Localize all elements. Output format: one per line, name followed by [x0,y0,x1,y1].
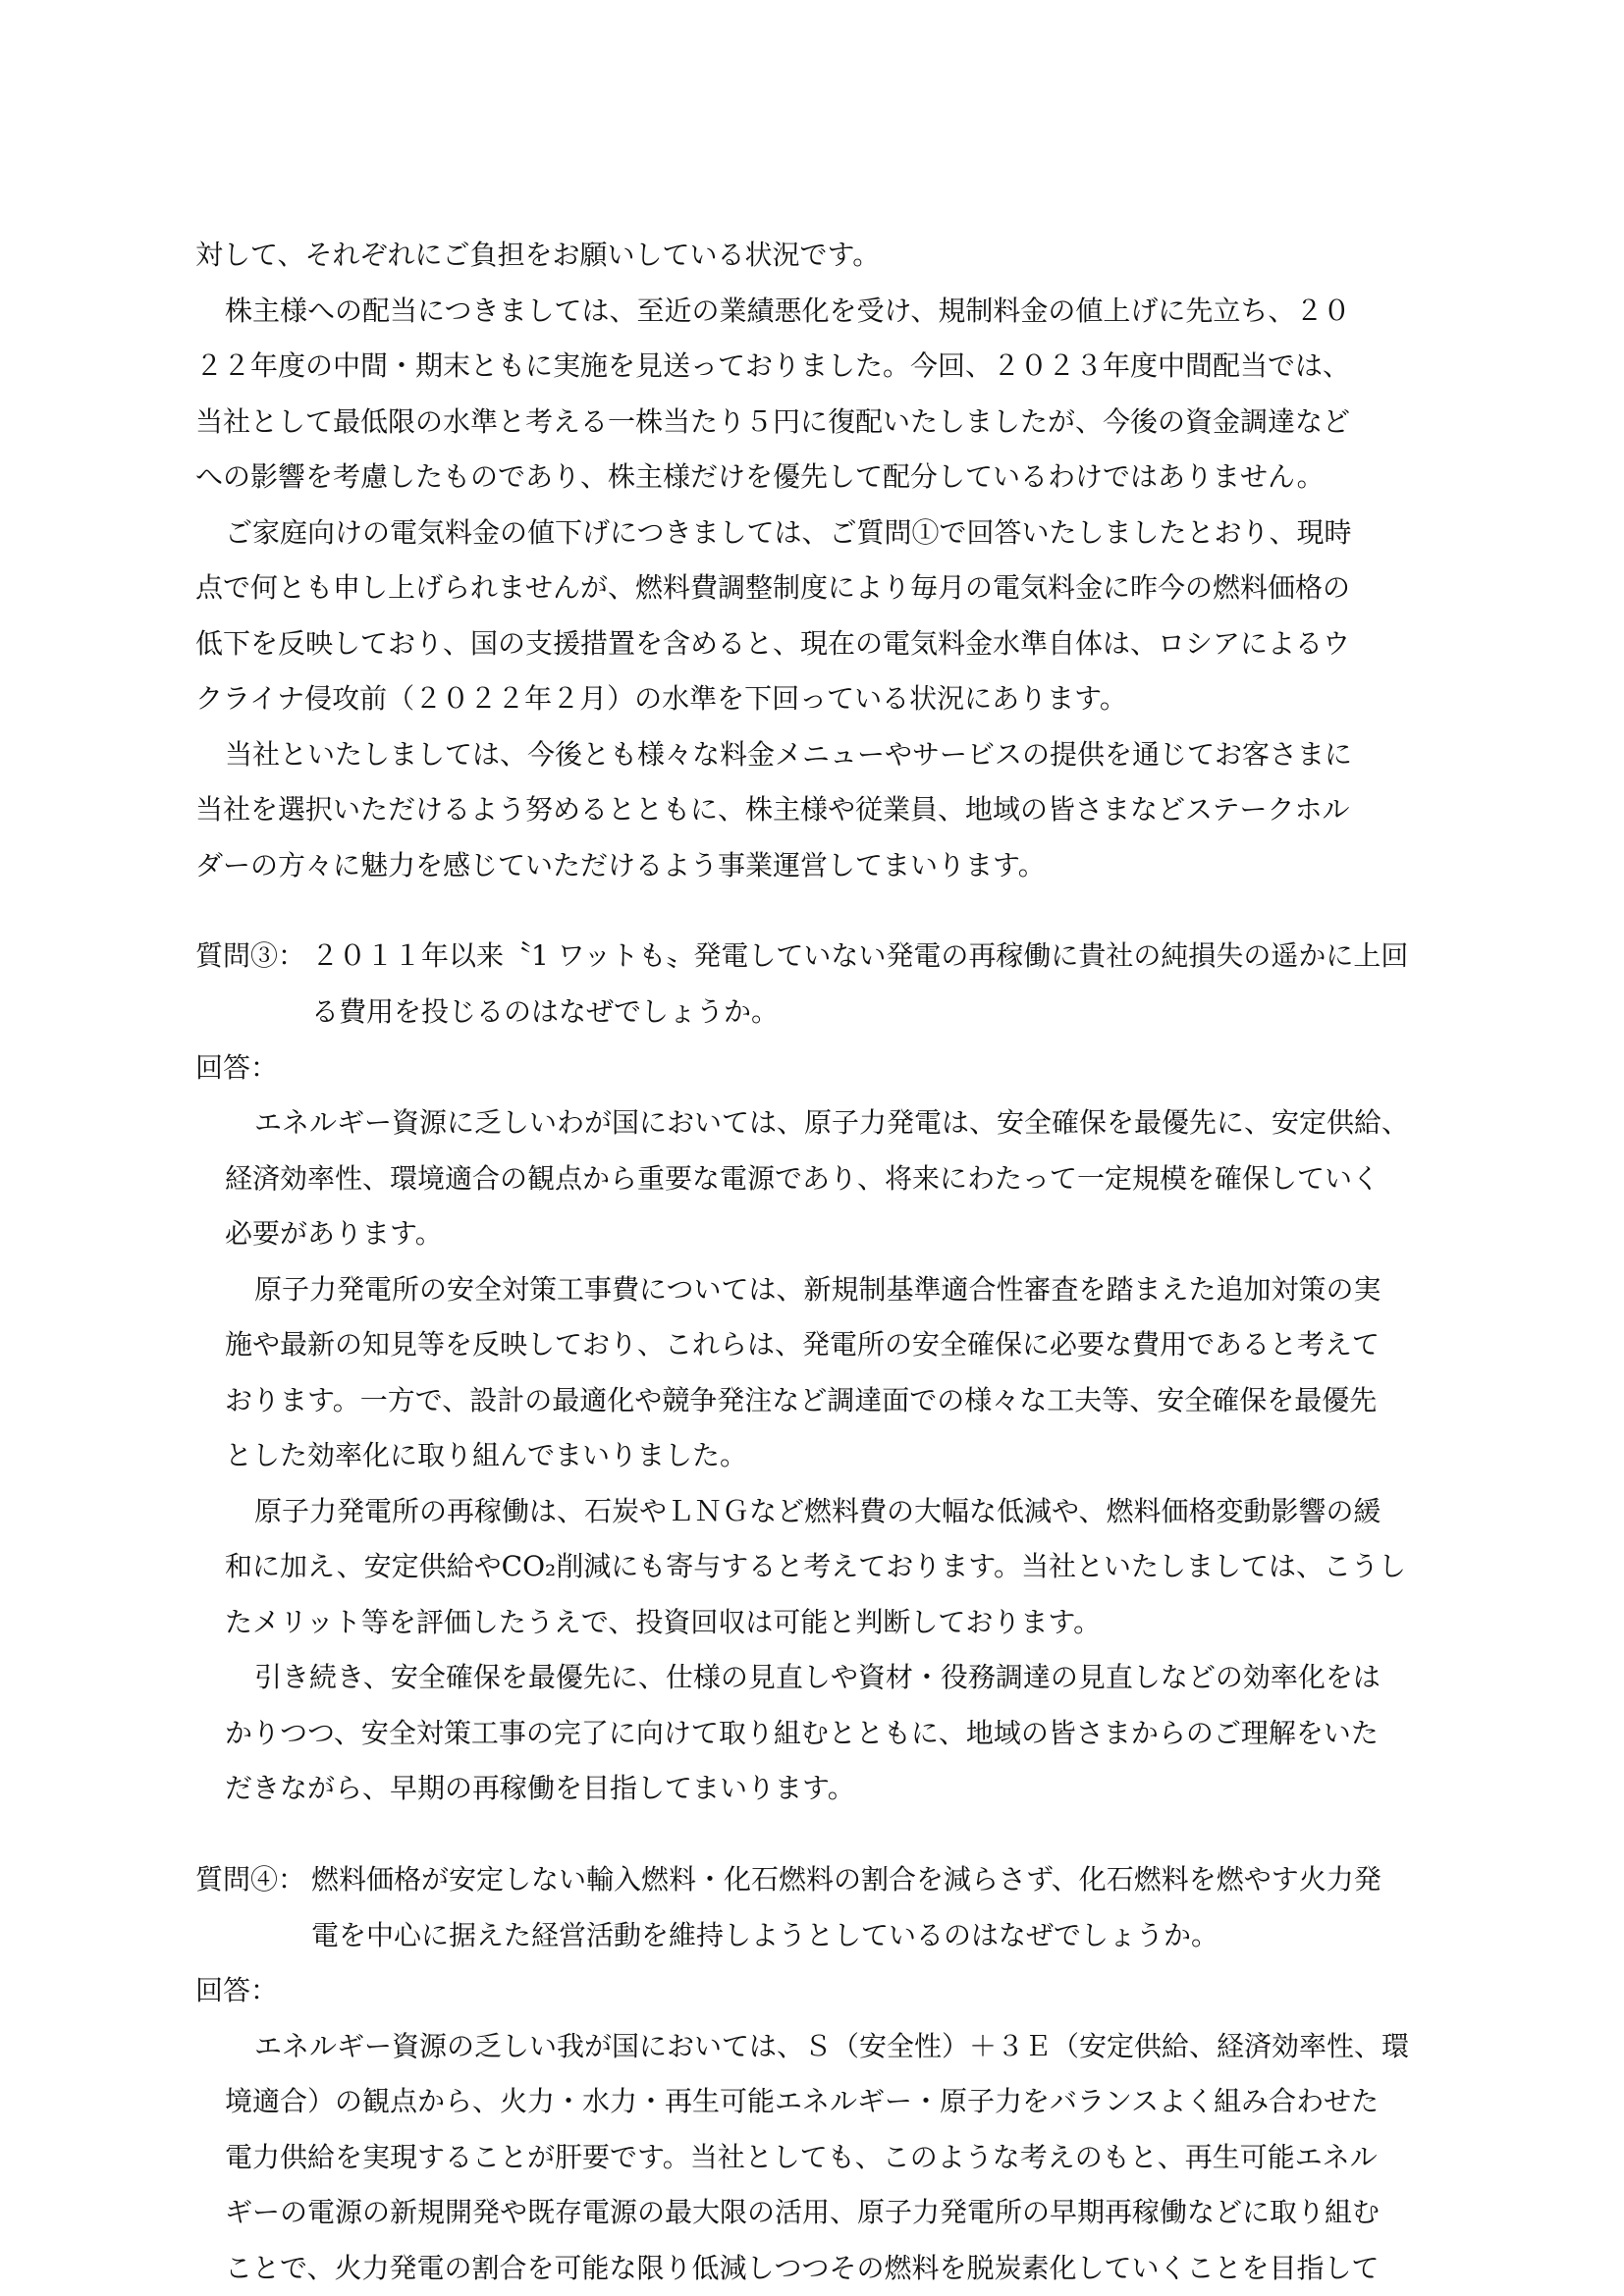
question-3-text: る費用を投じるのはなぜでしょうか。 [311,995,780,1028]
answer-line: 原子力発電所の安全対策工事費については、新規制基準適合性審査を踏まえた追加対策の実 [254,1273,1381,1306]
answer-line: 和に加え、安定供給やCO₂削減にも寄与すると考えております。当社といたしましては、こうし [225,1550,1407,1582]
answer-line: ことで、火力発電の割合を可能な限り低減しつつその燃料を脱炭素化していくことを目指して [225,2252,1380,2284]
answer-line: ギーの電源の新規開発や既存電源の最大限の活用、原子力発電所の早期再稼働などに取り組む [225,2196,1380,2228]
answer-line: 電力供給を実現することが肝要です。当社としても、このような考えのもと、再生可能エネル [225,2141,1378,2173]
paragraph-line: ２２年度の中間・期末ともに実施を見送っておりました。今回、２０２３年度中間配当では、 [195,349,1351,382]
paragraph-line: への影響を考慮したものであり、株主様だけを優先して配分しているわけではありません。 [195,460,1325,493]
answer-line: 原子力発電所の再稼働は、石炭やＬＮＧなど燃料費の大幅な低減や、燃料価格変動影響の緩 [254,1495,1381,1527]
answer-line: 必要があります。 [225,1217,443,1250]
paragraph-line: 当社といたしましては、今後とも様々な料金メニューやサービスの提供を通じてお客さまに [225,738,1353,771]
question-4-text: 電を中心に据えた経営活動を維持しようとしているのはなぜでしょうか。 [311,1919,1219,1951]
answer-line: 施や最新の知見等を反映しており、これらは、発電所の安全確保に必要な費用であると考えて [225,1328,1380,1361]
question-4-label: 質問④： [195,1863,306,1896]
paragraph-line: 株主様への配当につきましては、至近の業績悪化を受け、規制料金の値上げに先立ち、２０ [225,294,1351,327]
paragraph-line: 当社として最低限の水準と考える一株当たり５円に復配いたしましたが、今後の資金調達など [195,405,1351,438]
answer-line: だきながら、早期の再稼働を目指してまいります。 [225,1772,855,1804]
paragraph-line: 低下を反映しており、国の支援措置を含めると、現在の電気料金水準自体は、ロシアによるウ [195,627,1351,660]
answer-line: 引き続き、安全確保を最優先に、仕様の見直しや資材・役務調達の見直しなどの効率化をは [254,1661,1380,1693]
answer-4-label: 回答： [195,1974,279,2006]
paragraph-line: ご家庭向けの電気料金の値下げにつきましては、ご質問①で回答いたしましたとおり、現時 [225,516,1352,549]
paragraph-line: クライナ侵攻前（２０２２年２月）の水準を下回っている状況にあります。 [195,682,1127,715]
answer-line: たメリット等を評価したうえで、投資回収は可能と判断しております。 [225,1606,1102,1638]
answer-line: 経済効率性、環境適合の観点から重要な電源であり、将来にわたって一定規模を確保していく [225,1162,1380,1195]
answer-line: エネルギー資源に乏しいわが国においては、原子力発電は、安全確保を最優先に、安定供給、 [254,1106,1410,1139]
answer-line: おります。一方で、設計の最適化や競争発注など調達面での様々な工夫等、安全確保を最優先 [225,1384,1378,1416]
paragraph-line: 点で何とも申し上げられませんが、燃料費調整制度により毎月の電気料金に昨今の燃料価格の [195,571,1351,604]
answer-line: エネルギー資源の乏しい我が国においては、Ｓ（安全性）＋３Ｅ（安定供給、経済効率性、環 [254,2030,1410,2062]
question-3-text: ２０１１年以来〝1 ワットも〟発電していない発電の再稼働に貴社の純損失の遥かに上回 [311,939,1409,972]
answer-line: とした効率化に取り組んでまいりました。 [225,1439,748,1471]
question-4-text: 燃料価格が安定しない輸入燃料・化石燃料の割合を減らさず、化石燃料を燃やす火力発 [311,1863,1381,1896]
question-3-label: 質問③： [195,939,306,972]
paragraph-line: ダーの方々に魅力を感じていただけるよう事業運営してまいります。 [195,849,1046,881]
answer-line: 境適合）の観点から、火力・水力・再生可能エネルギー・原子力をバランスよく組み合わせた [225,2085,1380,2117]
paragraph-line: 当社を選択いただけるよう努めるとともに、株主様や従業員、地域の皆さまなどステークホル [195,793,1350,826]
answer-line: かりつつ、安全対策工事の完了に向けて取り組むとともに、地域の皆さまからのご理解をいた [225,1717,1379,1749]
paragraph-line: 対して、それぞれにご負担をお願いしている状況です。 [195,239,881,271]
answer-3-label: 回答： [195,1051,279,1084]
